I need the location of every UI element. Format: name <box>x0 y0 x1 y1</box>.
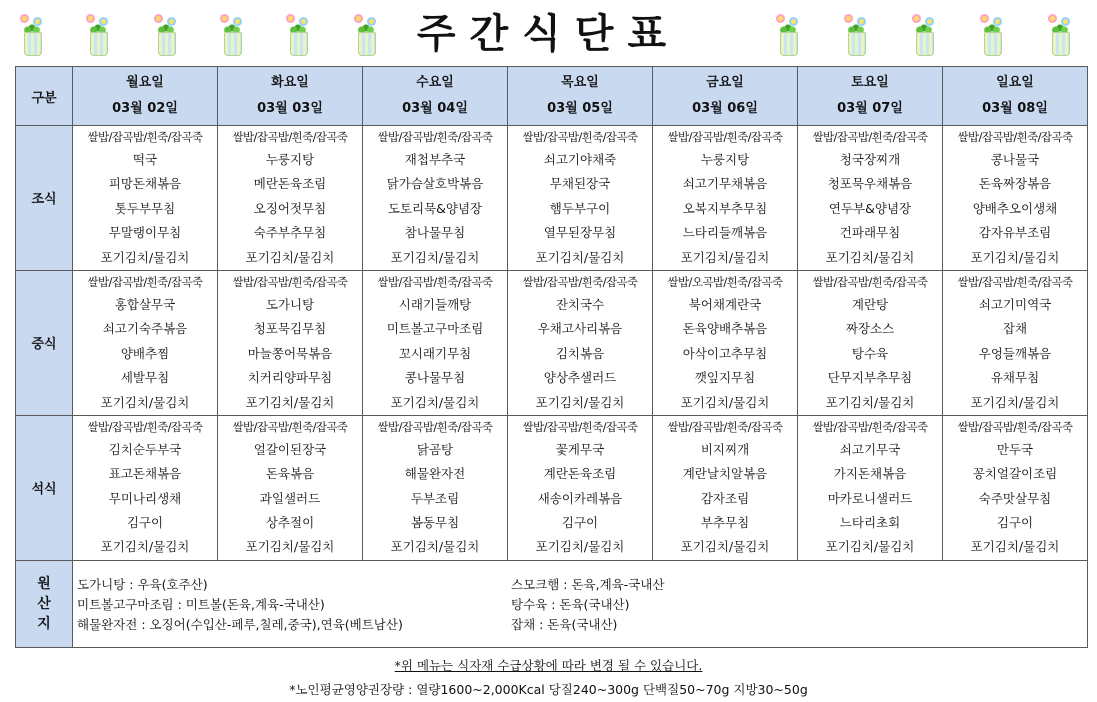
menu-item: 부추무침 <box>700 515 750 531</box>
menu-item: 포기김치/물김치 <box>390 249 480 265</box>
menu-item: 포기김치/물김치 <box>680 249 770 265</box>
menu-item: 김구이 <box>996 515 1034 531</box>
menu-item: 연두부&양념장 <box>828 200 912 216</box>
header-label: 구분 <box>16 67 73 126</box>
menu-item: 햄두부구이 <box>549 200 611 216</box>
menu-item: 포기김치/물김치 <box>535 394 625 410</box>
menu-item: 탕수육 <box>851 345 889 361</box>
menu-item: 세발무침 <box>120 370 170 386</box>
day-name: 토요일 <box>851 75 889 90</box>
menu-item: 쌀밥/오곡밥/흰죽/잡곡죽 <box>667 274 783 289</box>
day-header-row <box>16 67 1088 126</box>
menu-item: 김치순두부국 <box>108 441 182 457</box>
menu-item: 쌀밥/잡곡밥/흰죽/잡곡죽 <box>522 419 638 434</box>
menu-item: 피망돈채볶음 <box>108 176 182 192</box>
day-date: 03월 06일 <box>692 101 758 116</box>
menu-item: 마늘쫑어묵볶음 <box>247 345 333 361</box>
day-date: 03월 03일 <box>257 101 323 116</box>
day-date: 03월 07일 <box>837 101 903 116</box>
menu-cell <box>363 415 508 560</box>
menu-item: 쌀밥/잡곡밥/흰죽/잡곡죽 <box>377 419 493 434</box>
menu-item: 마카로니샐러드 <box>827 490 913 506</box>
menu-item: 포기김치/물김치 <box>100 539 190 555</box>
menu-item: 계란돈육조림 <box>543 466 617 482</box>
origin-info <box>73 560 1088 647</box>
menu-item: 돈육짜장볶음 <box>978 176 1052 192</box>
day-header <box>218 67 363 126</box>
menu-cell <box>798 270 943 415</box>
menu-item: 느타리들깨볶음 <box>682 225 768 241</box>
day-date: 03월 04일 <box>402 101 468 116</box>
menu-item: 톳두부무침 <box>114 200 176 216</box>
menu-item: 돈육볶음 <box>265 466 315 482</box>
menu-item: 누룽지탕 <box>700 152 750 167</box>
origin-label <box>16 560 73 647</box>
origin-line: 미트볼고구마조림 : 미트볼(돈육,계육-국내산) <box>77 596 325 612</box>
menu-cell <box>508 415 653 560</box>
menu-item: 비지찌개 <box>700 441 750 457</box>
day-header <box>363 67 508 126</box>
menu-item: 포기김치/물김치 <box>970 249 1060 265</box>
menu-item: 양상추샐러드 <box>543 370 617 386</box>
menu-item: 미트볼고구마조림 <box>386 321 484 337</box>
menu-item: 무채된장국 <box>549 176 611 192</box>
day-header <box>508 67 653 126</box>
menu-item: 가지돈채볶음 <box>833 466 907 482</box>
menu-item: 포기김치/물김치 <box>825 249 915 265</box>
menu-item: 꽃게무국 <box>555 441 605 457</box>
menu-item: 양배추찜 <box>120 345 170 361</box>
menu-item: 시래기들깨탕 <box>398 296 472 312</box>
origin-label-char: 원 <box>37 575 51 592</box>
menu-item: 양배추오이생채 <box>972 200 1058 216</box>
menu-item: 계란탕 <box>851 296 889 312</box>
menu-item: 쇠고기숙주볶음 <box>102 321 188 337</box>
menu-item: 무말랭이무침 <box>108 225 182 241</box>
menu-item: 닭가슴살호박볶음 <box>386 176 484 192</box>
menu-item: 봄동무침 <box>410 515 460 531</box>
day-header <box>73 67 218 126</box>
menu-cell <box>508 126 653 271</box>
menu-cell <box>943 415 1088 560</box>
menu-item: 쌀밥/잡곡밥/흰죽/잡곡죽 <box>377 130 493 144</box>
menu-item: 포기김치/물김치 <box>390 394 480 410</box>
menu-item: 포기김치/물김치 <box>680 394 770 410</box>
menu-item: 포기김치/물김치 <box>535 249 625 265</box>
menu-cell <box>218 270 363 415</box>
menu-item: 두부조림 <box>410 490 460 506</box>
menu-item: 우엉들깨볶음 <box>978 345 1052 361</box>
menu-cell <box>73 415 218 560</box>
menu-item: 쌀밥/잡곡밥/흰죽/잡곡죽 <box>87 419 203 434</box>
menu-item: 단무지부추무침 <box>827 370 913 386</box>
menu-item: 쇠고기무국 <box>839 441 901 457</box>
day-name: 월요일 <box>126 75 164 90</box>
menu-item: 포기김치/물김치 <box>100 394 190 410</box>
origin-line: 잡채 : 돈육(국내산) <box>511 616 618 632</box>
menu-item: 감자유부조림 <box>978 225 1052 241</box>
menu-item: 감자조림 <box>700 490 750 506</box>
menu-cell <box>218 415 363 560</box>
menu-item: 유채무침 <box>990 370 1040 386</box>
menu-item: 포기김치/물김치 <box>390 539 480 555</box>
menu-item: 쇠고기미역국 <box>978 296 1052 312</box>
menu-item: 쌀밥/잡곡밥/흰죽/잡곡죽 <box>232 130 348 144</box>
menu-cell <box>943 270 1088 415</box>
menu-item: 오징어젓무침 <box>253 200 327 216</box>
day-header <box>943 67 1088 126</box>
origin-line: 해물완자전 : 오징어(수입산-페루,칠레,중국),연육(베트남산) <box>77 616 403 632</box>
menu-cell <box>653 415 798 560</box>
menu-item: 쇠고기무채볶음 <box>682 176 768 192</box>
menu-item: 아삭이고추무침 <box>682 345 768 361</box>
menu-item: 콩나물무침 <box>404 370 466 386</box>
origin-label-char: 지 <box>37 615 51 632</box>
menu-item: 닭곰탕 <box>416 441 454 457</box>
menu-item: 떡국 <box>132 152 158 167</box>
meal-label: 중식 <box>16 270 73 415</box>
menu-item: 숙주부추무침 <box>253 225 327 241</box>
meal-label: 석식 <box>16 415 73 560</box>
menu-cell <box>653 270 798 415</box>
menu-item: 쌀밥/잡곡밥/흰죽/잡곡죽 <box>667 419 783 434</box>
day-header <box>798 67 943 126</box>
origin-label-char: 산 <box>37 595 51 612</box>
menu-item: 해물완자전 <box>404 466 466 482</box>
menu-item: 쌀밥/잡곡밥/흰죽/잡곡죽 <box>87 130 203 144</box>
menu-item: 쌀밥/잡곡밥/흰죽/잡곡죽 <box>812 419 928 434</box>
menu-item: 포기김치/물김치 <box>970 539 1060 555</box>
menu-item: 숙주맛살무침 <box>978 490 1052 506</box>
menu-item: 상추절이 <box>265 515 315 531</box>
origin-line: 스모크햄 : 돈육,계육-국내산 <box>511 576 665 592</box>
day-name: 화요일 <box>271 75 309 90</box>
menu-item: 포기김치/물김치 <box>245 249 335 265</box>
menu-cell <box>363 270 508 415</box>
menu-item: 무미나리생채 <box>108 490 182 506</box>
menu-item: 쌀밥/잡곡밥/흰죽/잡곡죽 <box>812 130 928 144</box>
menu-item: 포기김치/물김치 <box>535 539 625 555</box>
menu-item: 도가니탕 <box>265 296 315 312</box>
menu-item: 누룽지탕 <box>265 152 315 167</box>
meal-row <box>16 415 1088 560</box>
menu-cell <box>73 270 218 415</box>
menu-item: 치커리양파무침 <box>247 370 333 386</box>
origin-line: 도가니탕 : 우육(호주산) <box>77 576 208 592</box>
menu-item: 쌀밥/잡곡밥/흰죽/잡곡죽 <box>522 274 638 289</box>
menu-item: 쌀밥/잡곡밥/흰죽/잡곡죽 <box>522 130 638 144</box>
menu-item: 꼬시래기무침 <box>398 345 472 361</box>
menu-cell <box>73 126 218 271</box>
day-date: 03월 02일 <box>112 101 178 116</box>
day-name: 수요일 <box>416 75 454 90</box>
menu-item: 쌀밥/잡곡밥/흰죽/잡곡죽 <box>957 419 1073 434</box>
day-name: 목요일 <box>561 75 599 90</box>
menu-item: 메란돈육조림 <box>253 176 327 192</box>
menu-cell <box>943 126 1088 271</box>
menu-item: 김치볶음 <box>555 345 605 361</box>
day-name: 금요일 <box>706 75 744 90</box>
menu-item: 김구이 <box>561 515 599 531</box>
change-notice: *위 메뉴는 식자재 수급상황에 따라 변경 될 수 있습니다. <box>394 658 703 673</box>
day-name: 일요일 <box>996 75 1034 90</box>
day-date: 03월 05일 <box>547 101 613 116</box>
menu-item: 쌀밥/잡곡밥/흰죽/잡곡죽 <box>667 130 783 144</box>
menu-item: 재첩부추국 <box>404 152 466 167</box>
menu-item: 짜장소스 <box>845 321 895 337</box>
menu-item: 쌀밥/잡곡밥/흰죽/잡곡죽 <box>232 419 348 434</box>
menu-cell <box>798 126 943 271</box>
menu-item: 콩나물국 <box>990 152 1040 167</box>
menu-cell <box>798 415 943 560</box>
menu-item: 만두국 <box>996 441 1034 457</box>
menu-item: 포기김치/물김치 <box>100 249 190 265</box>
menu-item: 오복지부추무침 <box>682 200 768 216</box>
menu-item: 쌀밥/잡곡밥/흰죽/잡곡죽 <box>377 274 493 289</box>
menu-item: 쇠고기야채죽 <box>543 152 617 167</box>
page-title: 주간식단표 <box>416 11 681 57</box>
menu-item: 포기김치/물김치 <box>680 539 770 555</box>
origin-right <box>511 575 664 635</box>
menu-table <box>15 66 1088 648</box>
menu-item: 열무된장무침 <box>543 225 617 241</box>
menu-item: 돈육양배추볶음 <box>682 321 768 337</box>
menu-item: 꽁치얼갈이조림 <box>972 466 1058 482</box>
menu-item: 포기김치/물김치 <box>825 394 915 410</box>
menu-item: 북어채계란국 <box>688 296 762 312</box>
day-header <box>653 67 798 126</box>
menu-item: 쌀밥/잡곡밥/흰죽/잡곡죽 <box>812 274 928 289</box>
menu-item: 느타리초회 <box>839 515 901 531</box>
menu-cell <box>363 126 508 271</box>
menu-item: 참나물무침 <box>404 225 466 241</box>
menu-item: 과일샐러드 <box>259 490 321 506</box>
menu-item: 건파래무침 <box>839 225 901 241</box>
menu-item: 잡채 <box>1002 321 1028 337</box>
menu-item: 새송이카레볶음 <box>537 490 623 506</box>
origin-left <box>77 575 403 635</box>
menu-item: 도토리묵&양념장 <box>387 200 483 216</box>
menu-item: 포기김치/물김치 <box>245 539 335 555</box>
menu-cell <box>653 126 798 271</box>
menu-item: 계란날치알볶음 <box>682 466 768 482</box>
menu-item: 쌀밥/잡곡밥/흰죽/잡곡죽 <box>232 274 348 289</box>
meal-row <box>16 270 1088 415</box>
menu-item: 김구이 <box>126 515 164 531</box>
menu-item: 깻잎지무침 <box>694 370 756 386</box>
menu-item: 청포묵우채볶음 <box>827 176 913 192</box>
menu-cell <box>218 126 363 271</box>
menu-item: 청포묵김무침 <box>253 321 327 337</box>
menu-item: 포기김치/물김치 <box>245 394 335 410</box>
menu-item: 쌀밥/잡곡밥/흰죽/잡곡죽 <box>957 274 1073 289</box>
menu-item: 포기김치/물김치 <box>825 539 915 555</box>
day-date: 03월 08일 <box>982 101 1048 116</box>
menu-item: 잔치국수 <box>555 296 605 312</box>
menu-cell <box>508 270 653 415</box>
menu-item: 우채고사리볶음 <box>537 321 623 337</box>
menu-item: 얼갈이된장국 <box>253 441 327 457</box>
menu-item: 포기김치/물김치 <box>970 394 1060 410</box>
menu-item: 쌀밥/잡곡밥/흰죽/잡곡죽 <box>87 274 203 289</box>
menu-item: 쌀밥/잡곡밥/흰죽/잡곡죽 <box>957 130 1073 144</box>
menu-item: 표고돈채볶음 <box>108 466 182 482</box>
origin-row <box>16 560 1088 647</box>
menu-item: 홍합살무국 <box>114 296 176 312</box>
origin-line: 탕수육 : 돈육(국내산) <box>511 596 630 612</box>
menu-item: 청국장찌개 <box>839 152 901 167</box>
meal-label: 조식 <box>16 126 73 271</box>
meal-row <box>16 126 1088 271</box>
nutrition-note: *노인평균영양권장량 : 열량1600~2,000Kcal 당질240~300g 단백질50~70g 지방30~50g <box>289 682 808 697</box>
